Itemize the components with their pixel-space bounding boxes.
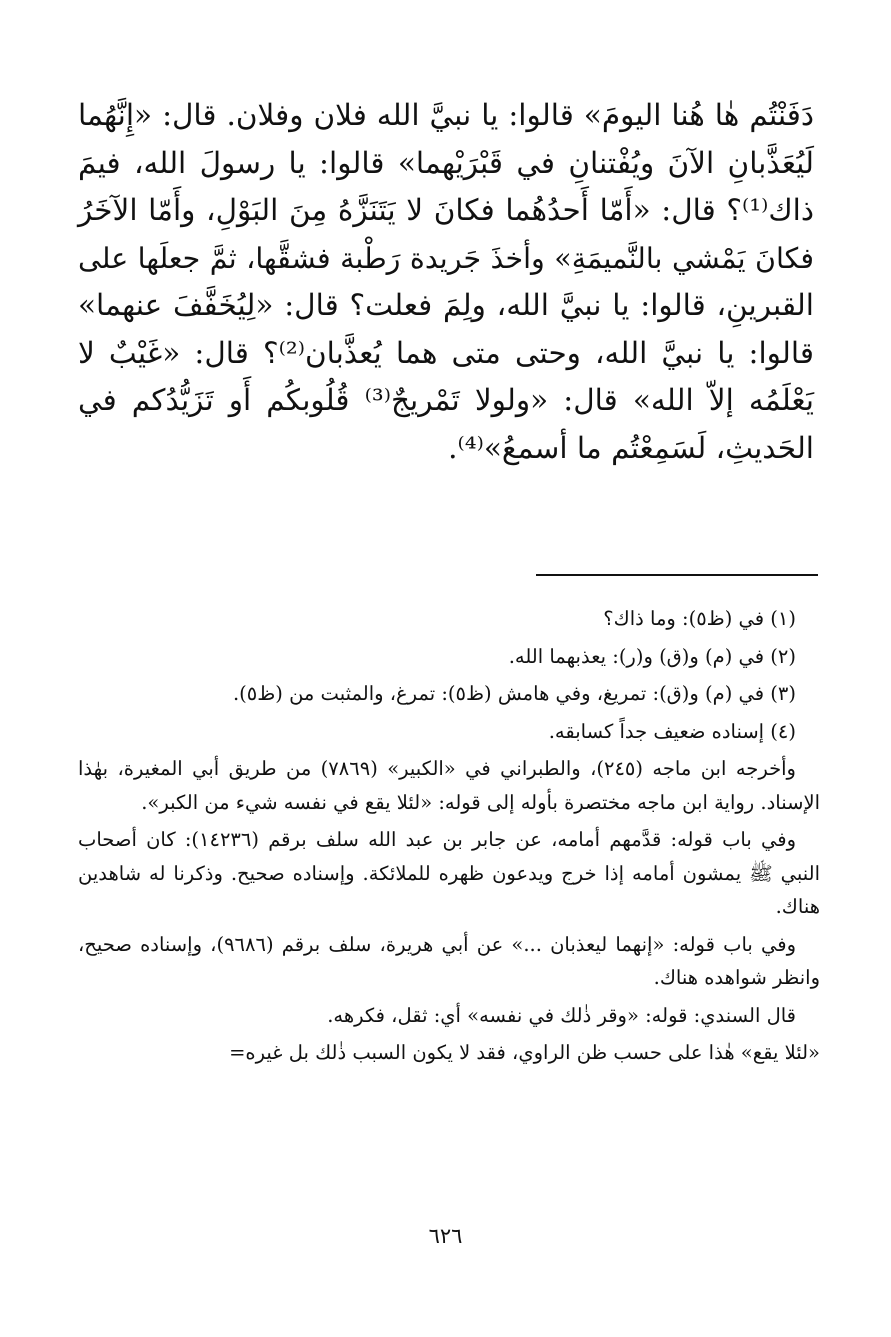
footnote-4: (٤) إسناده ضعيف جداً كسابقه.: [548, 719, 796, 743]
text-line: الحَديثِ، لَسَمِعْتُم ما أسمعُ»⁽⁴⁾.: [448, 430, 814, 465]
footnote-paragraph: وفي باب قوله: قدَّمهم أمامه، عن جابر بن عبد الله سلف برقم (١٤٢٣٦): كان أصحاب النبي ﷺ يمشون أمامه إذا خرج ويدعون ظهره للملائكة. وإسناده صحيح. وذكرنا له شاهدين هناك.: [78, 828, 820, 918]
footnote-paragraph: قال السندي: قوله: «وقر ذٰلك في نفسه» أي: ثقل، فكرهه.: [327, 1003, 796, 1027]
footnotes: [78, 602, 820, 1074]
text-line: دَفَنْتُم هٰا هُنا اليومَ» قالوا: يا نبيَّ الله فلان وفلان. قال: «إِنَّهُما: [78, 98, 814, 132]
footnote-2: (٢) في (م) و(ق) و(ر): يعذبهما الله.: [508, 644, 796, 668]
text-line: يَعْلَمُه إلاّ الله» قال: «ولولا تَمْريجٌ⁽³⁾ قُلُوبكُم أَو تَزَيُّدُكم في: [78, 383, 814, 417]
text-line: القبرينِ، قالوا: يا نبيَّ الله، ولِمَ فعلت؟ قال: «لِيُخَفَّفَ عنهما»: [78, 288, 814, 322]
text-line: فكانَ يَمْشي بالنَّميمَةِ» وأخذَ جَريدة رَطْبة فشقَّها، ثمَّ جعلَها على: [78, 241, 814, 275]
footnote-paragraph: «لئلا يقع» هٰذا على حسب ظن الراوي، فقد لا يكون السبب ذٰلك بل غيره=: [229, 1041, 820, 1064]
text-line: لَيُعَذَّبانِ الآنَ ويُفْتنانِ في قَبْرَيْهما» قالوا: يا رسولَ الله، فيمَ: [78, 145, 814, 180]
hadith-text: [78, 92, 814, 472]
footnote-1: (١) في (ظ٥): وما ذاك؟: [603, 607, 796, 630]
page-number: ٦٢٦: [428, 1224, 463, 1248]
text-line: قالوا: يا نبيَّ الله، وحتى متى هما يُعذَّبان⁽²⁾؟ قال: «غَيْبٌ لا: [78, 335, 814, 370]
footnote-paragraph: وفي باب قوله: «إنهما ليعذبان ...» عن أبي هريرة، سلف برقم (٩٦٨٦)، وإسناده صحيح، وانظر شواهده هناك.: [78, 932, 820, 989]
footnote-3: (٣) في (م) و(ق): تمريغ، وفي هامش (ظ٥): تمرغ، والمثبت من (ظ٥).: [232, 682, 796, 705]
text-line: ذاك⁽¹⁾؟ قال: «أَمّا أَحدُهُما فكانَ لا يَتَنَزَّهُ مِنَ البَوْلِ، وأَمّا الآخَرُ: [78, 193, 814, 227]
footnote-paragraph: وأخرجه ابن ماجه (٢٤٥)، والطبراني في «الكبير» (٧٨٦٩) من طريق أبي المغيرة، بهٰذا الإسناد. رواية ابن ماجه مختصرة بأوله إلى قوله: «لئلا يقع في نفسه شيء من الكبر».: [78, 757, 820, 814]
footnote-separator: [536, 574, 818, 576]
